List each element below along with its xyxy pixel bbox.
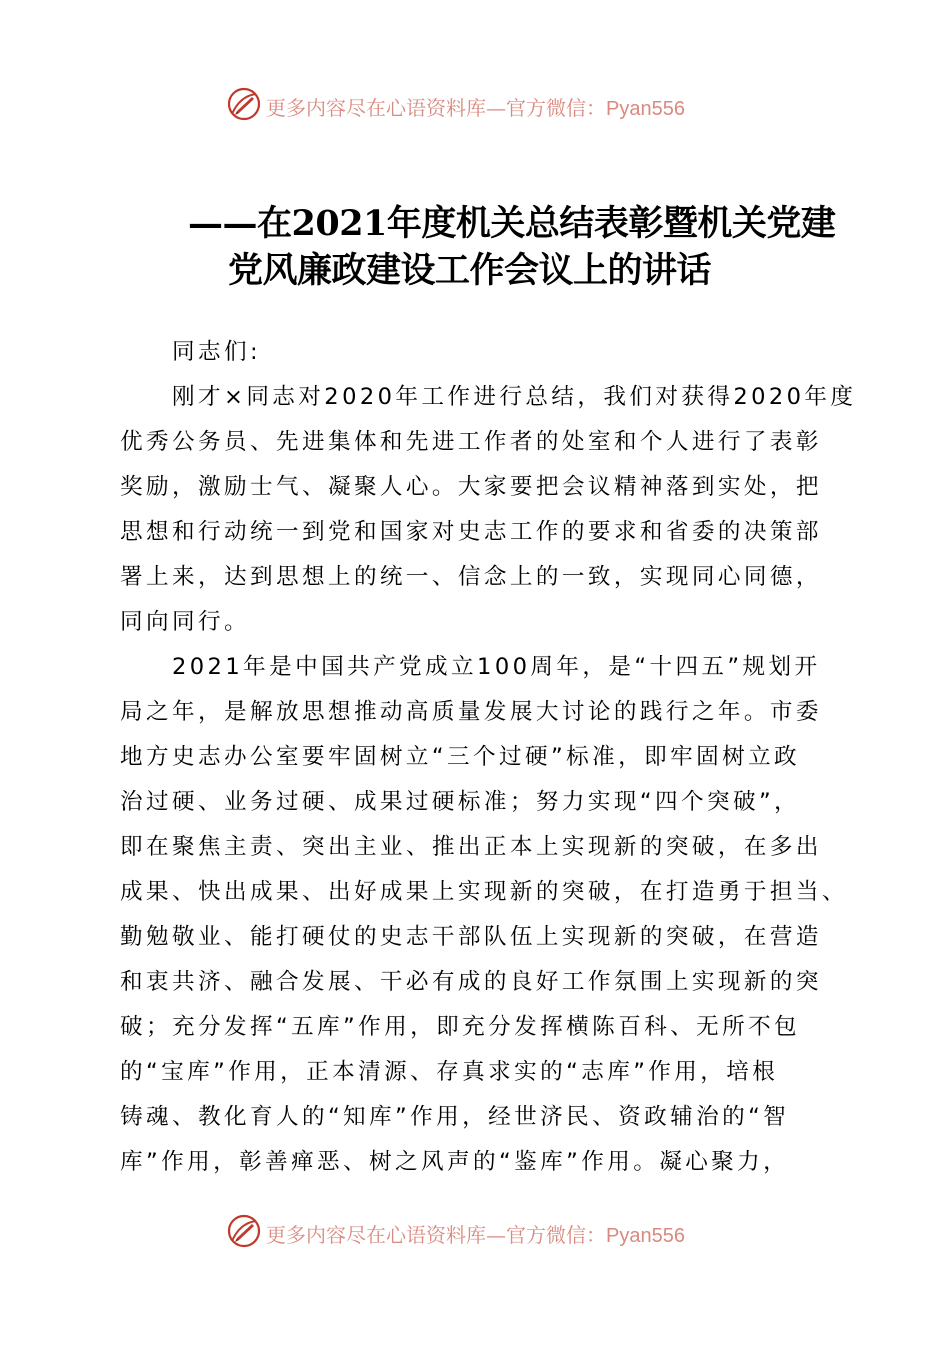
body-line: 优秀公务员、先进集体和先进工作者的处室和个人进行了表彰	[120, 429, 822, 455]
body-line: 库”作用，彰善瘅恶、树之风声的“鉴库”作用。凝心聚力，	[120, 1149, 790, 1175]
body-line: 刚才×同志对2020年工作进行总结，我们对获得2020年度	[172, 384, 857, 410]
body-line: 地方史志办公室要牢固树立“三个过硬”标准，即牢固树立政	[120, 744, 801, 770]
wechat-id: Pyan556	[606, 1225, 685, 1247]
body-line: 破；充分发挥“五库”作用，即充分发挥横陈百科、无所不包	[120, 1014, 801, 1040]
body-line: 奖励，激励士气、凝聚人心。大家要把会议精神落到实处，把	[120, 474, 822, 500]
wechat-id: Pyan556	[606, 98, 685, 120]
body-line: 铸魂、教化育人的“知库”作用，经世济民、资政辅治的“智	[120, 1104, 790, 1130]
body-line: 勤勉敬业、能打硬仗的史志干部队伍上实现新的突破，在营造	[120, 924, 822, 950]
body-line: 2021年是中国共产党成立100周年，是“十四五”规划开	[172, 654, 821, 680]
body-line: 治过硬、业务过硬、成果过硬标准；努力实现“四个突破”，	[120, 789, 801, 815]
title-line-1: ——在2021年度机关总结表彰暨机关党建	[188, 203, 836, 244]
body-line: 署上来，达到思想上的统一、信念上的一致，实现同心同德，	[120, 564, 822, 590]
body-line: 和衷共济、融合发展、干必有成的良好工作氛围上实现新的突	[120, 969, 822, 995]
watermark-text: 更多内容尽在心语资料库—官方微信：Pyan556	[266, 1223, 685, 1247]
body-line: 的“宝库”作用，正本清源、存真求实的“志库”作用，培根	[120, 1059, 779, 1085]
body-line: 同向同行。	[120, 609, 250, 635]
watermark-footer	[0, 1213, 950, 1249]
body-line: 局之年，是解放思想推动高质量发展大讨论的践行之年。市委	[120, 699, 822, 725]
pen-logo-icon	[226, 86, 262, 122]
pen-logo-icon	[226, 1213, 262, 1249]
title-line-2: 党风廉政建设工作会议上的讲话	[228, 250, 712, 291]
body-line: 思想和行动统一到党和国家对史志工作的要求和省委的决策部	[120, 519, 822, 545]
body-line: 同志们:	[172, 339, 261, 365]
body-line: 即在聚焦主责、突出主业、推出正本上实现新的突破，在多出	[120, 834, 822, 860]
watermark-header	[0, 86, 950, 122]
watermark-text: 更多内容尽在心语资料库—官方微信：Pyan556	[266, 96, 685, 120]
body-line: 成果、快出成果、出好成果上实现新的突破，在打造勇于担当、	[120, 879, 848, 905]
